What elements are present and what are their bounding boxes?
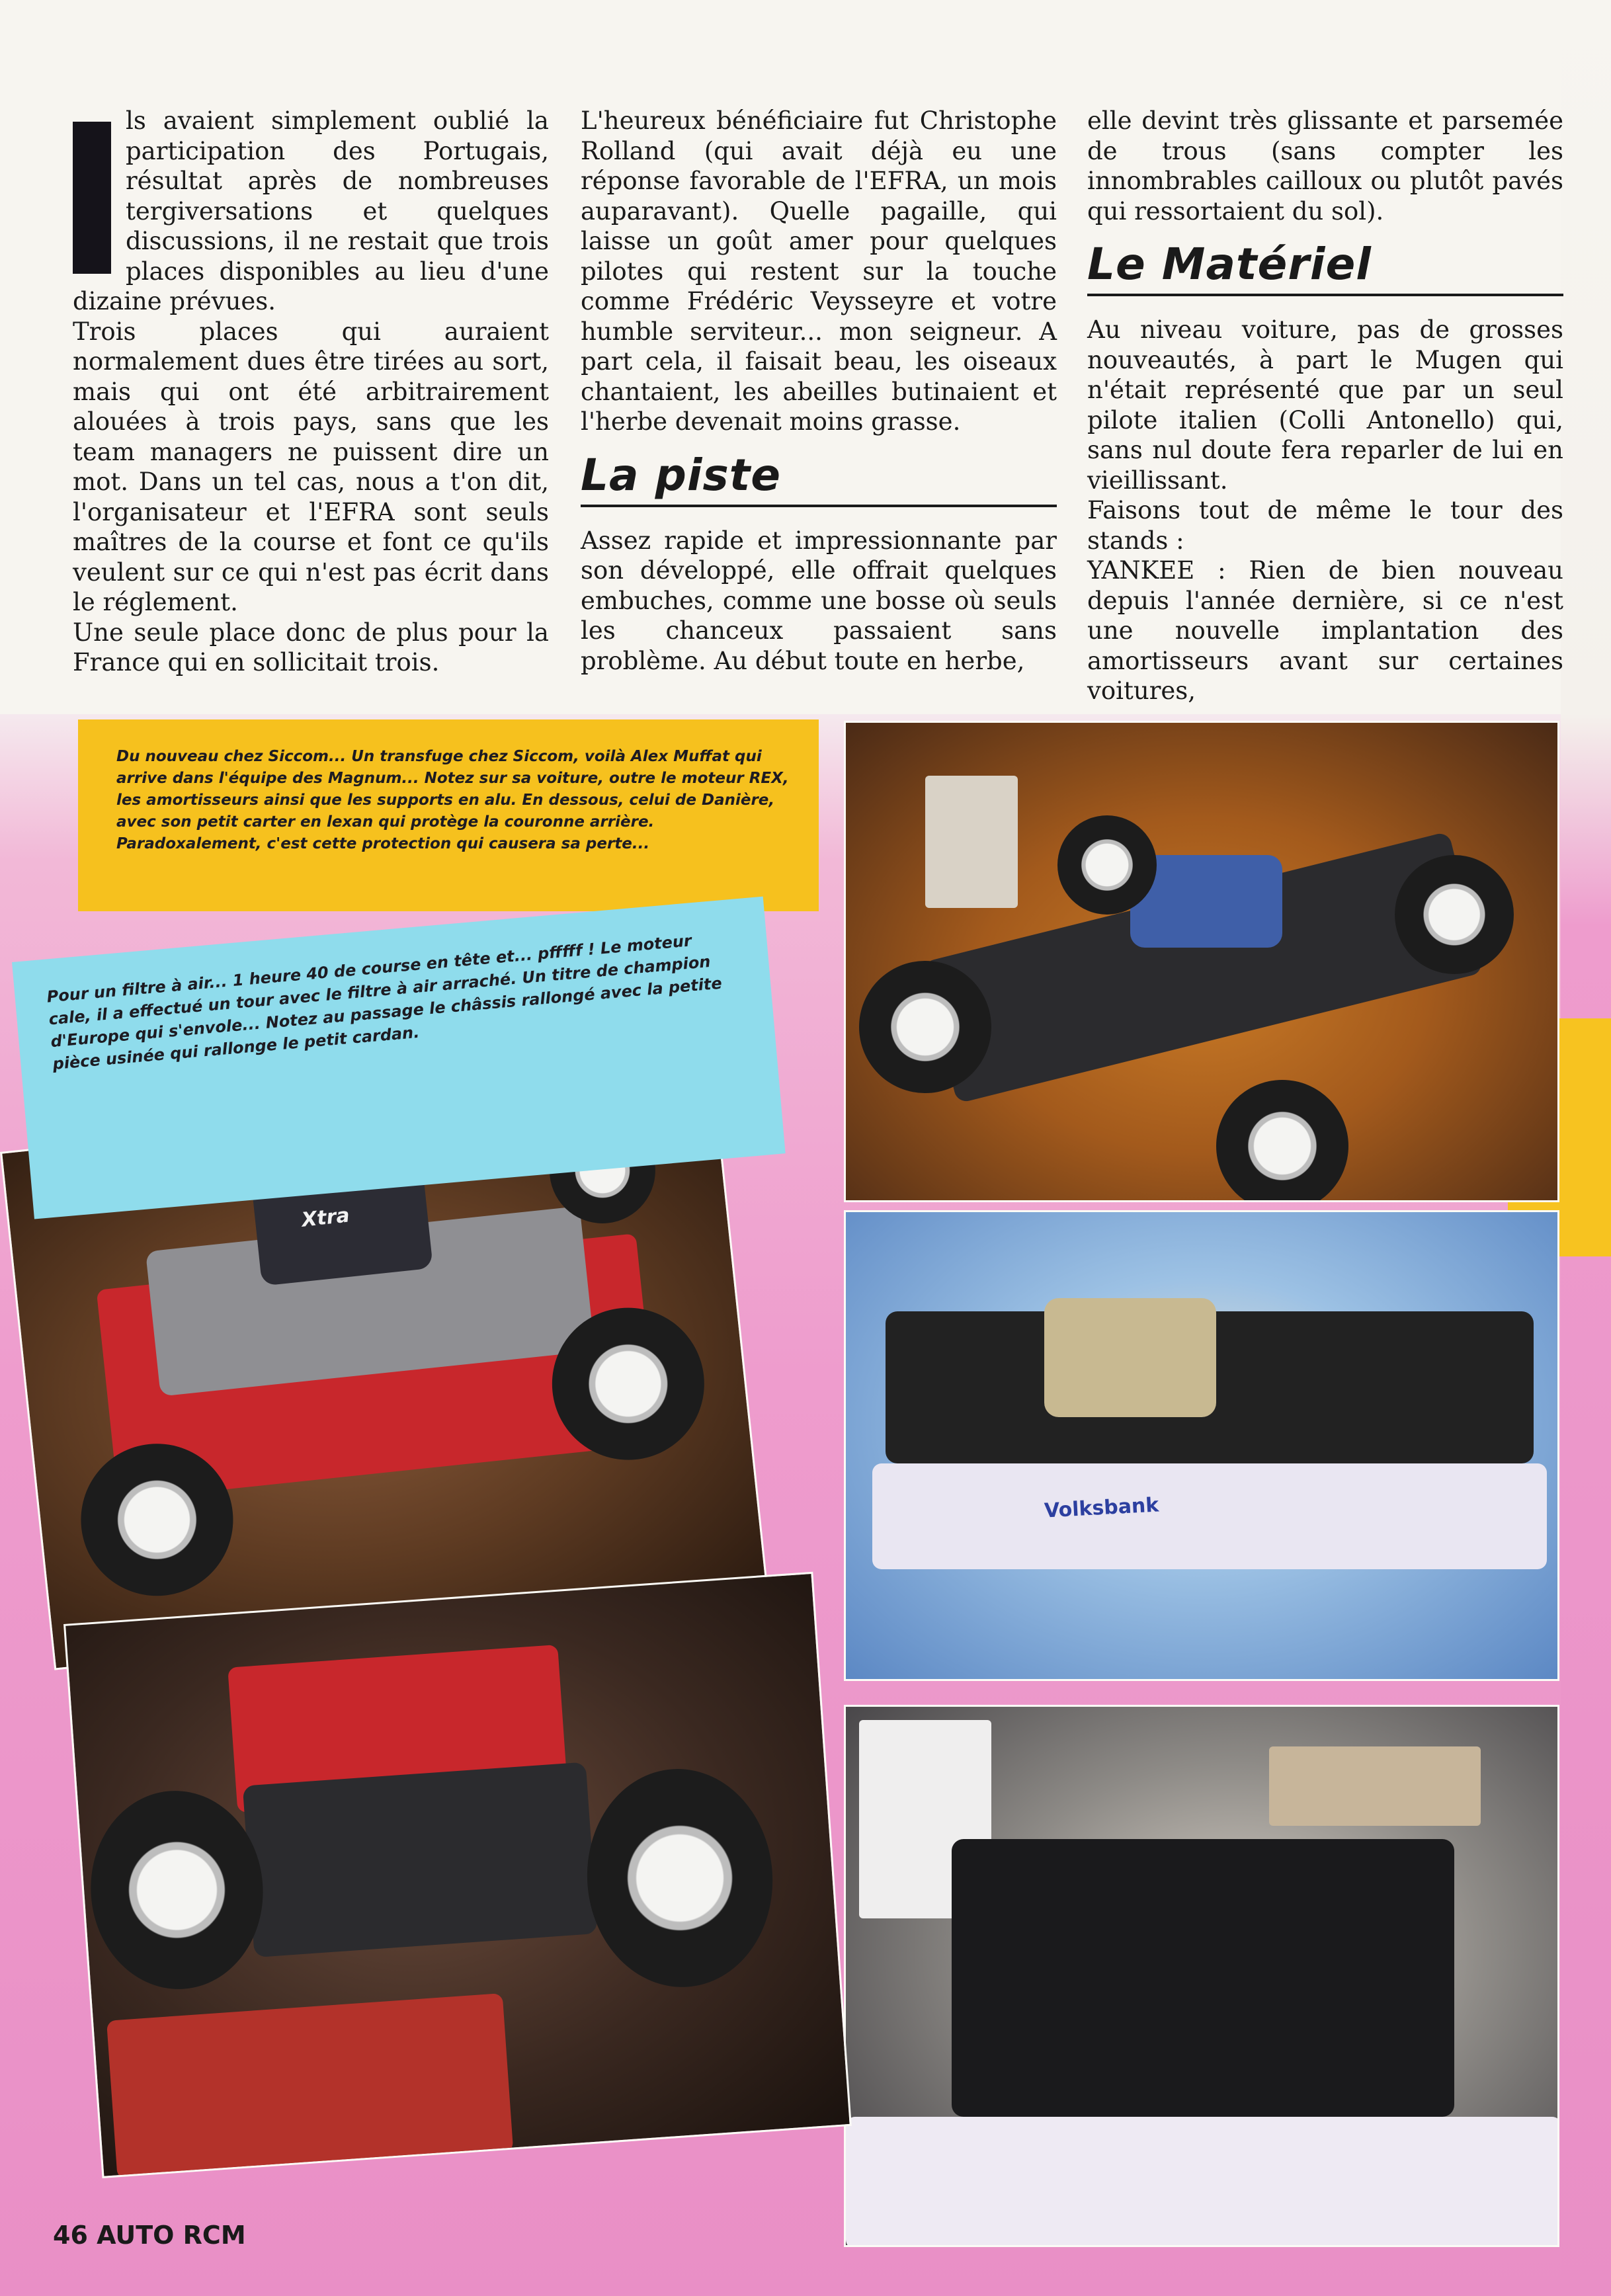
caption-filtre-a-air: Pour un filtre à air... 1 heure 40 de course en tête et... pfffff ! Le moteur cale, il a effectué un tour avec le filtre à air arraché. Un titre de champion d'Europe qui s'envole... Notez au passage le châssis rallongé avec la petite pièce usinée qui rallonge le petit cardan. [12,897,786,1219]
photo-buggy-rear-bottom-left [63,1572,852,2178]
article-column-2 [581,106,1057,676]
photo-buggy-rear-bottom-right [844,1705,1559,2247]
paragraph: elle devint très glissante et parsemée de trous (sans compter les innombrables cailloux ou plutôt pavés qui ressortaient du sol). [1087,106,1563,226]
magazine-name: AUTO RCM [97,2221,246,2250]
photo-buggy-chassis-middle-right [844,1210,1559,1681]
engine-part [1044,1298,1216,1417]
sponsor-text: Volksbank [1044,1493,1160,1523]
wheel [580,1763,780,1994]
paragraph: L'heureux bénéficiaire fut Christophe Rolland (qui avait déjà eu une réponse favorable de l'EFRA, un mois auparavant). Quelle pagaille, qui laisse un goût amer pour quelques pilotes qui restent sur la touche comme Frédéric Veysseyre et votre humble serviteur... mon seigneur. A part cela, il faisait beau, les oiseaux chantaient, les abeilles butinaient et l'herbe devenait moins grasse. [581,106,1057,436]
page-number: 46 [53,2221,88,2250]
paragraph: YANKEE : Rien de bien nouveau depuis l'année dernière, si ce n'est une nouvelle implantation des amortisseurs avant sur certaines voitures, [1087,556,1563,705]
paragraph: Au niveau voiture, pas de grosses nouveautés, à part le Mugen qui n'était représenté que par un seul pilote italien (Colli Antonello) qui, sans nul doute fera reparler de lui en vieillissant. [1087,315,1563,495]
paragraph: Trois places qui auraient normalement dues être tirées au sort, mais qui ont été arbitrairement alouées à trois pays, sans que les team managers ne puissent dire un mot. Dans un tel cas, nous a t'on dit, l'organisateur et l'EFRA sont seuls maîtres de la course et font ce qu'ils veulent sur ce qui n'est pas écrit dans le réglement. [73,317,549,616]
car-chassis [952,1839,1454,2117]
paragraph: Faisons tout de même le tour des stands : [1087,496,1563,555]
paragraph: Une seule place donc de plus pour la France qui en sollicitait trois. [73,618,549,676]
car-chassis [243,1762,598,1957]
paragraph: ls avaient simplement oublié la participation des Portugais, résultat après de nombreuses tergiversations et quelques discussions, il ne restait que trois places disponibles au lieu d'une dizaine prévues. [73,106,549,315]
wheel [1395,855,1514,974]
article-column-3 [1087,106,1563,706]
section-heading-le-materiel: Le Matériel [1087,238,1563,296]
caption-siccom: Du nouveau chez Siccom... Un transfuge chez Siccom, voilà Alex Muffat qui arrive dans l'équipe des Magnum... Notez sur sa voiture, outre le moteur REX, les amortisseurs ainsi que les supports en alu. En dessous, celui de Danière, avec son petit carter en lexan qui protège la couronne arrière. Paradoxalement, c'est cette protection qui causera sa perte... [78,719,819,911]
wheel [84,1785,269,1994]
exhaust-pipe [1269,1746,1481,1826]
wheel [1216,1080,1348,1202]
photo-buggy-top-right [844,721,1559,1202]
article-column-1 [73,106,549,678]
page-footer [53,2221,246,2250]
section-heading-la-piste: La piste [581,449,1057,507]
engine-brand-text: Xtra [300,1204,351,1232]
car-body-shell [846,2117,1559,2247]
wheel [859,961,991,1093]
wheel [1057,815,1157,915]
car-body-shell [872,1463,1547,1569]
toolbox [106,1993,513,2178]
drop-cap-letter-I [73,122,111,274]
radio-box [925,776,1018,908]
paragraph: Assez rapide et impressionnante par son développé, elle offrait quelques embuches, comme une bosse où seuls les chanceux passaient sans problème. Au début toute en herbe, [581,526,1057,675]
